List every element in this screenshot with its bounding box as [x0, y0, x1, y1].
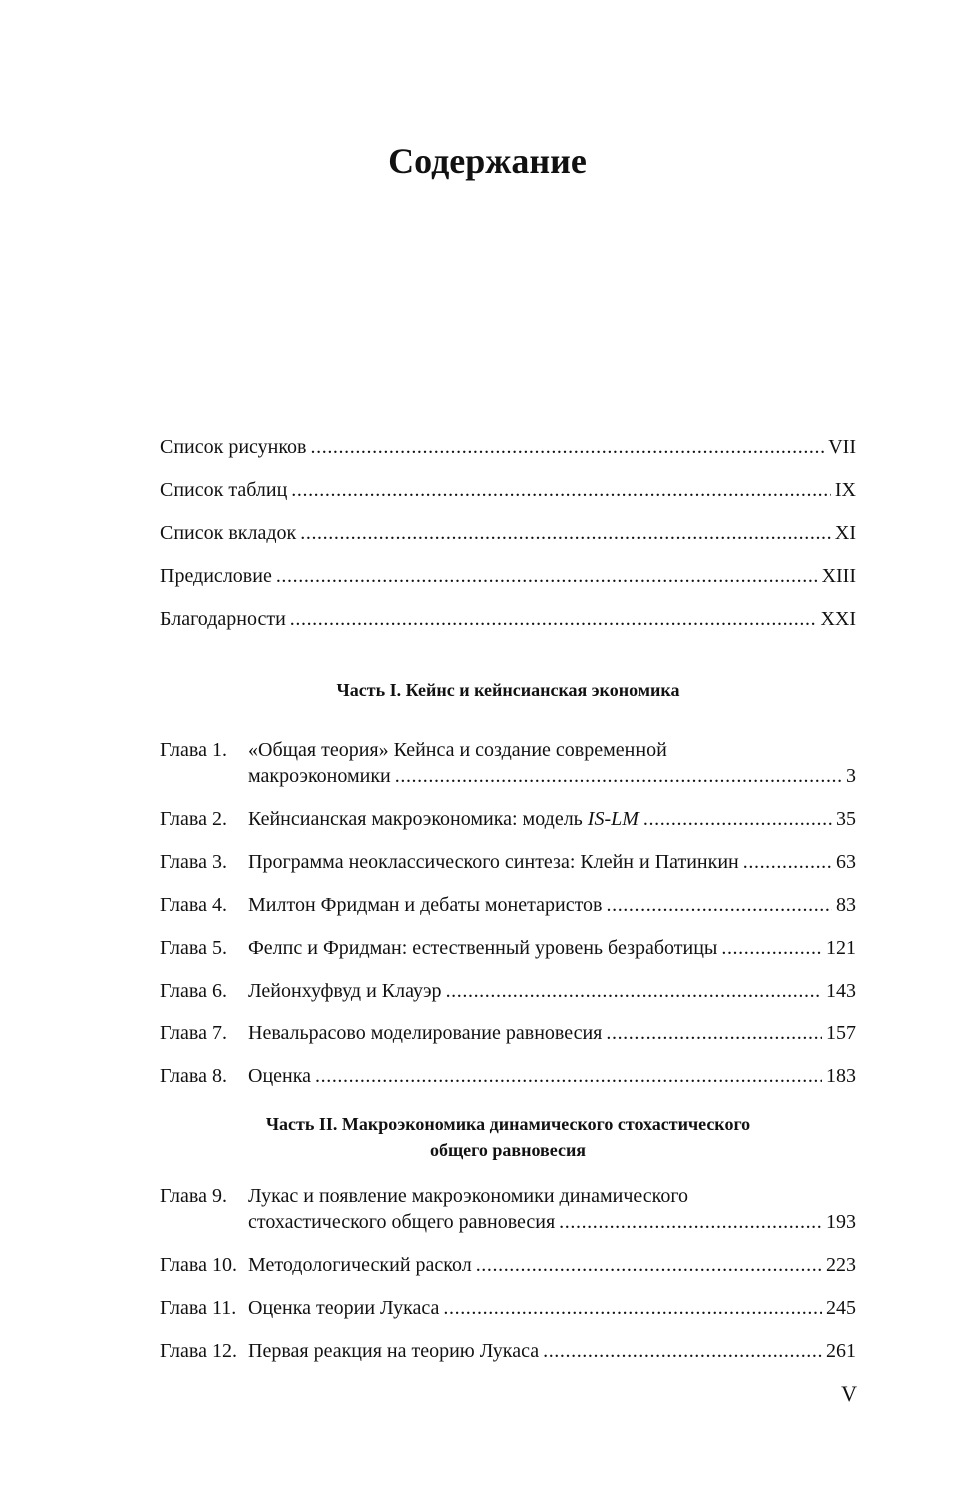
chapter-number: Глава 7. [160, 1022, 227, 1044]
page-number: V [841, 1381, 857, 1406]
chapter-title: Милтон Фридман и дебаты монетаристов [248, 894, 603, 916]
chapter-number: Глава 9. [160, 1185, 227, 1207]
leader-dots [291, 477, 831, 503]
chapter-page: 223 [826, 1254, 856, 1276]
chapter-page: 183 [826, 1065, 856, 1087]
chapter-entry[interactable] [160, 935, 856, 961]
toc-entry[interactable] [160, 520, 856, 546]
chapter-entry[interactable] [160, 1020, 856, 1046]
chapter-entry[interactable] [160, 1063, 856, 1089]
chapter-entry[interactable] [160, 737, 856, 789]
chapter-entry[interactable] [160, 806, 856, 832]
chapter-title: Программа неоклассического синтеза: Клейн и Патинкин [248, 851, 739, 873]
chapter-title: Невальрасово моделирование равновесия [248, 1022, 603, 1044]
chapter-page: 63 [836, 851, 856, 873]
toc-entry-label: Предисловие [160, 565, 272, 587]
chapter-title-line: «Общая теория» Кейнса и создание современной [248, 739, 667, 761]
toc-entry[interactable] [160, 434, 856, 460]
chapter-number: Глава 5. [160, 937, 227, 959]
chapter-page: 261 [826, 1340, 856, 1362]
chapter-page: 143 [826, 980, 856, 1002]
chapter-entry[interactable] [160, 1338, 856, 1364]
leader-dots [743, 849, 832, 875]
chapter-page: 157 [826, 1022, 856, 1044]
leader-dots [443, 1295, 822, 1321]
chapter-number: Глава 8. [160, 1065, 227, 1087]
toc-entry-label: Список таблиц [160, 479, 288, 501]
leader-dots [543, 1338, 822, 1364]
toc-entry-label: Список рисунков [160, 436, 307, 458]
leader-dots [607, 892, 833, 918]
chapter-number: Глава 6. [160, 980, 227, 1002]
chapter-entry[interactable] [160, 849, 856, 875]
chapter-number: Глава 10. [160, 1254, 237, 1276]
chapter-title: Оценка теории Лукаса [248, 1297, 440, 1319]
toc-entry[interactable] [160, 477, 856, 503]
chapter-number: Глава 12. [160, 1340, 237, 1362]
chapter-number: Глава 1. [160, 739, 227, 761]
part-heading-line: общего равновесия [429, 1140, 587, 1160]
chapter-title-line: Лукас и появление макроэкономики динамического [248, 1185, 689, 1207]
chapter-number: Глава 3. [160, 851, 227, 873]
toc-entry-label: Благодарности [160, 608, 286, 630]
chapter-title: Лейонхуфвуд и Клауэр [248, 980, 442, 1002]
front-matter-list [160, 434, 856, 649]
chapter-title-italic: IS-LM [587, 808, 639, 830]
chapter-entry[interactable] [160, 1183, 856, 1235]
chapter-entry[interactable] [160, 892, 856, 918]
leader-dots [721, 935, 822, 961]
chapter-number: Глава 11. [160, 1297, 237, 1319]
chapter-number: Глава 2. [160, 808, 227, 830]
chapter-page: 121 [826, 937, 856, 959]
leader-dots [290, 606, 817, 632]
toc-entry-page: XI [834, 522, 856, 544]
chapter-title: Оценка [248, 1065, 312, 1087]
leader-dots [606, 1020, 822, 1046]
toc-entry[interactable] [160, 606, 856, 632]
chapter-title: Первая реакция на теорию Лукаса [248, 1340, 540, 1362]
toc-entry-label: Список вкладок [160, 522, 297, 544]
chapter-number: Глава 4. [160, 894, 227, 916]
part-heading: Часть I. Кейнс и кейнсианская экономика [336, 680, 680, 700]
leader-dots [559, 1209, 822, 1235]
chapter-title: Кейнсианская макроэкономика: модель [248, 808, 583, 830]
part-heading-line: Часть II. Макроэкономика динамического стохастического [265, 1114, 751, 1134]
chapter-title: макроэкономики [248, 765, 391, 787]
chapter-title: Фелпс и Фридман: естественный уровень безработицы [248, 937, 718, 959]
chapter-entry[interactable] [160, 1295, 856, 1321]
chapter-page: 35 [836, 808, 856, 830]
leader-dots [476, 1252, 822, 1278]
leader-dots [446, 978, 822, 1004]
toc-entry[interactable] [160, 563, 856, 589]
chapter-title: Методологический раскол [248, 1254, 472, 1276]
chapter-entry[interactable] [160, 1252, 856, 1278]
leader-dots [315, 1063, 822, 1089]
toc-entry-page: IX [834, 479, 856, 501]
chapter-page: 3 [846, 765, 856, 787]
leader-dots [276, 563, 818, 589]
chapter-title: стохастического общего равновесия [248, 1211, 556, 1233]
leader-dots [300, 520, 831, 546]
leader-dots [643, 806, 832, 832]
chapter-entry[interactable] [160, 978, 856, 1004]
toc-entry-page: XXI [820, 608, 856, 630]
leader-dots [311, 434, 825, 460]
chapter-page: 83 [836, 894, 856, 916]
leader-dots [395, 763, 842, 789]
page-title: Содержание [388, 141, 587, 181]
toc-entry-page: VII [828, 436, 856, 458]
chapter-page: 193 [826, 1211, 856, 1233]
toc-entry-page: XIII [821, 565, 856, 587]
part-heading [160, 1111, 856, 1163]
chapter-page: 245 [826, 1297, 856, 1319]
